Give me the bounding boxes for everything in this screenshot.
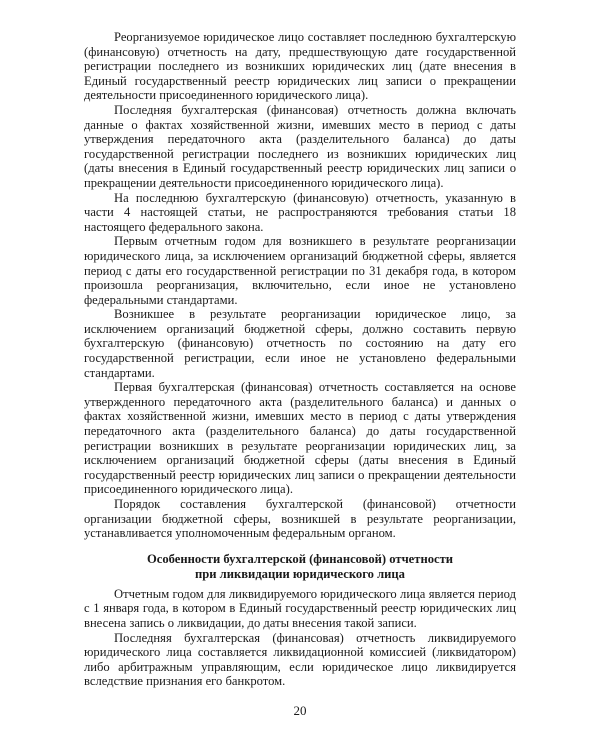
section-heading-line-2: при ликвидации юридического лица — [195, 566, 405, 581]
page-number: 20 — [293, 703, 307, 718]
paragraph-6: Первая бухгалтерская (финансовая) отчетность составляется на основе утвержденного передаточного акта (разделительного баланса) и данных о фактах хозяйственной жизни, имевших место в период с даты утверждения передаточного акта (разделительного баланса) до даты государственной регистрации возникших в результате реорганизации юридических лиц, за исключением организаций бюджетной сферы (даты внесения в Единый государственный реестр юридических лиц записи о прекращении деятельности присоединенного юридического лица). — [84, 380, 516, 497]
body-text — [84, 30, 516, 689]
section-heading — [84, 552, 516, 582]
paragraph-2: Последняя бухгалтерская (финансовая) отчетность должна включать данные о фактах хозяйственной жизни, имевших место в период с даты утверждения передаточного акта (разделительного баланса) до даты государственной регистрации последнего из возникших юридических лиц (даты внесения в Единый государственный реестр юридических лиц записи о прекращении деятельности присоединенного юридического лица). — [84, 102, 516, 190]
paragraph-1: Реорганизуемое юридическое лицо составляет последнюю бухгалтерскую (финансовую) отчетность на дату, предшествующую дате государственной регистрации последнего из возникших юридических лиц (дате внесения в Единый государственный реестр юридических лиц записи о прекращении деятельности присоединенного юридического лица). — [84, 30, 516, 103]
paragraph-4: Первым отчетным годом для возникшего в результате реорганизации юридического лица, за исключением организаций бюджетной сферы, является период с даты его государственной регистрации по 31 декабря года, в котором произошла реорганизация, включительно, если иное не установлено федеральными стандартами. — [84, 234, 516, 307]
paragraph-8: Отчетным годом для ликвидируемого юридического лица является период с 1 января года, в котором в Единый государственный реестр юридических лиц внесена запись о ликвидации, до даты внесения такой записи. — [84, 586, 516, 630]
paragraph-9: Последняя бухгалтерская (финансовая) отчетность ликвидируемого юридического лица составляется ликвидационной комиссией (ликвидатором) либо арбитражным управляющим, если юридическое лицо ликвидируется вследствие признания его банкротом. — [84, 630, 516, 689]
paragraph-3: На последнюю бухгалтерскую (финансовую) отчетность, указанную в части 4 настоящей статьи, не распространяются требования статьи 18 настоящего федерального закона. — [84, 190, 516, 234]
section-heading-line-1: Особенности бухгалтерской (финансовой) отчетности — [146, 551, 454, 566]
paragraph-7: Порядок составления бухгалтерской (финансовой) отчетности организации бюджетной сферы, возникшей в результате реорганизации, устанавливается уполномоченным федеральным органом. — [84, 497, 516, 541]
paragraph-5: Возникшее в результате реорганизации юридическое лицо, за исключением организаций бюджетной сферы, должно составить первую бухгалтерскую (финансовую) отчетность по состоянию на дату его государственной регистрации, если иное не установлено федеральными стандартами. — [84, 307, 516, 380]
